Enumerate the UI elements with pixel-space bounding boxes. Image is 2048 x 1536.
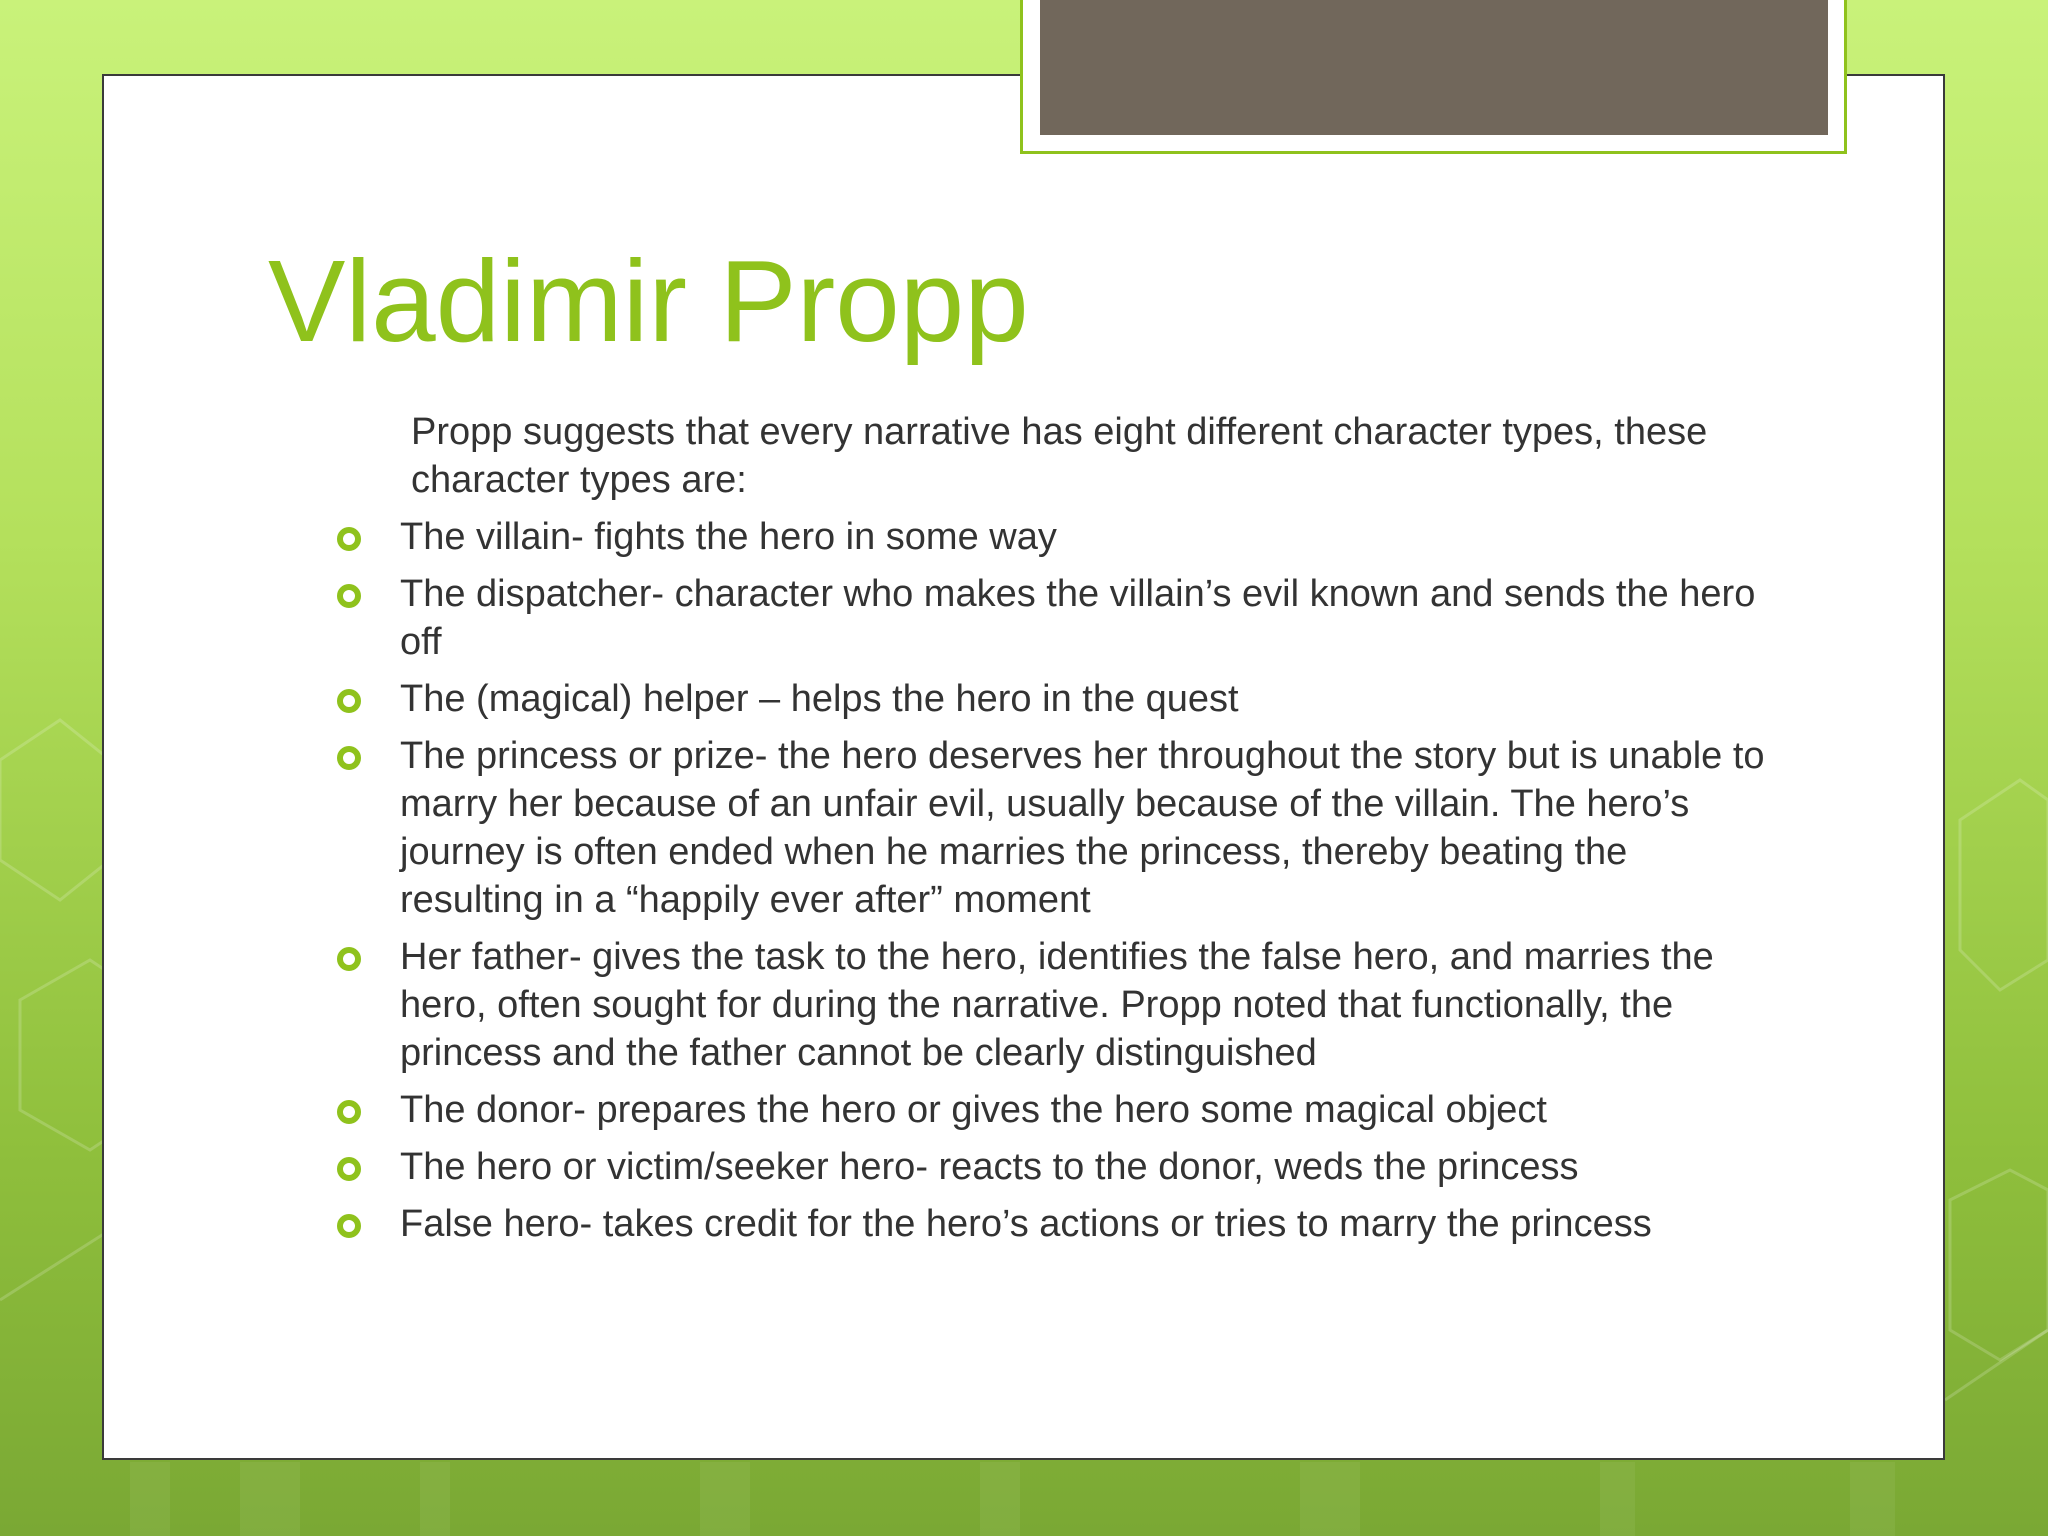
hollow-circle-bullet-icon: [337, 584, 361, 608]
list-item-text: The hero or victim/seeker hero- reacts to the donor, weds the princess: [400, 1146, 1579, 1188]
hollow-circle-bullet-icon: [337, 527, 361, 551]
list-item-text: The (magical) helper – helps the hero in the quest: [400, 678, 1239, 720]
list-item-false-hero: [330, 1200, 1770, 1248]
list-item-helper: [330, 675, 1770, 723]
slide-intro-text: Propp suggests that every narrative has eight different character types, these character types are:: [411, 411, 1708, 501]
list-item-text: The villain- fights the hero in some way: [400, 516, 1057, 558]
hollow-circle-bullet-icon: [337, 746, 361, 770]
list-item-donor: [330, 1086, 1770, 1134]
list-item-dispatcher: [330, 570, 1770, 666]
slide-title: Vladimir Propp: [268, 236, 1029, 366]
hollow-circle-bullet-icon: [337, 1100, 361, 1124]
hollow-circle-bullet-icon: [337, 947, 361, 971]
hollow-circle-bullet-icon: [337, 1214, 361, 1238]
list-item-text: The donor- prepares the hero or gives the hero some magical object: [400, 1089, 1547, 1131]
hollow-circle-bullet-icon: [337, 1157, 361, 1181]
hollow-circle-bullet-icon: [337, 689, 361, 713]
list-item-text: False hero- takes credit for the hero’s actions or tries to marry the princess: [400, 1203, 1652, 1245]
list-item-text: Her father- gives the task to the hero, identifies the false hero, and marries the hero, often sought for during the narrative. Propp noted that functionally, the princess and the father cannot be clearly distinguished: [400, 936, 1714, 1074]
character-types-list: [330, 513, 1770, 1257]
list-item-text: The dispatcher- character who makes the villain’s evil known and sends the hero off: [400, 573, 1756, 663]
title-decoration-box: [1040, 0, 1828, 135]
list-item-father: [330, 933, 1770, 1077]
list-item-villain: [330, 513, 1770, 561]
list-item-text: The princess or prize- the hero deserves her throughout the story but is unable to marry her because of an unfair evil, usually because of the villain. The hero’s journey is often ended when he marries the princess, thereby beating the resulting in a “happily ever after” moment: [400, 735, 1765, 921]
list-item-princess: [330, 732, 1770, 924]
list-item-hero: [330, 1143, 1770, 1191]
